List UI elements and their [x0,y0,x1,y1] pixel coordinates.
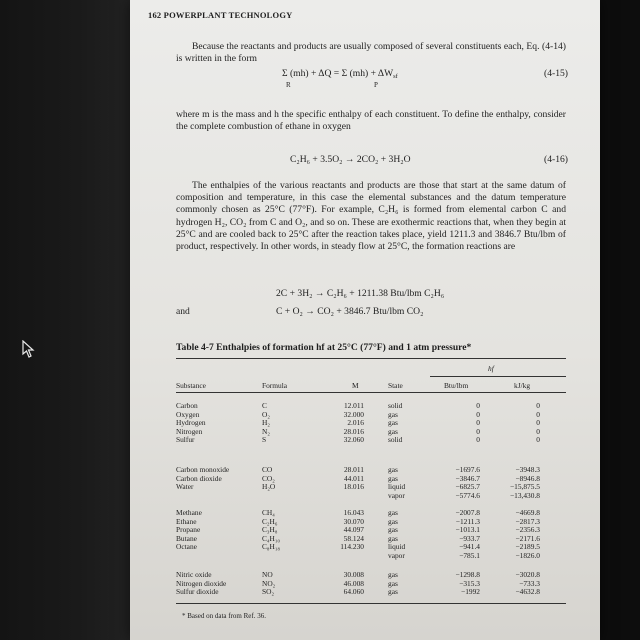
group3-m: 16.043 30.070 44.097 58.124 114.230 [340,508,364,552]
equation-4-15-text: Σ (mh) + ΔQ = Σ (mh) + ΔW [282,68,394,79]
reaction-co2: C + O₂ → CO₂ + 3846.7 Btu/lbm CO₂ [276,306,424,317]
group3-state: gas gas gas gas liquid vapor [388,508,406,560]
col-state: State [388,381,403,390]
equation-4-15-sub-w: sf [393,73,398,80]
equation-4-15-number: (4-15) [544,68,568,79]
col-btu: Btu/lbm [444,381,469,390]
paragraph-intro-text: Because the reactants and products are usually composed of several constituents each, Eq. (4-14) is written in the form [176,41,566,65]
group3-btu: −2007.8 −1211.3 −1013.1 −933.7 −941.4 −785.1 [455,508,480,560]
group3-substance: Methane Ethane Propane Butane Octane [176,508,202,552]
table-title: Table 4-7 Enthalpies of formation hf at 25°C (77°F) and 1 atm pressure* [176,342,472,353]
group4-substance: Nitric oxide Nitrogen dioxide Sulfur dioxide [176,570,227,597]
group2-btu: −1697.6 −3846.7 −6825.7 −5774.6 [455,465,480,500]
group4-m: 30.008 46.008 64.060 [343,570,364,597]
group3-formula: CH₄ C₂H₆ C₃H₈ C₄H₁₀ C₈H₁₈ [262,508,280,552]
book-page [130,0,600,640]
page-header: 162 POWERPLANT TECHNOLOGY [148,10,293,20]
group4-btu: −1298.8 −315.3 −1992 [455,570,480,597]
group4-state: gas gas gas [388,570,398,597]
group4-formula: NO NO₂ SO₂ [262,570,276,597]
table-bottom-rule [176,603,566,604]
hf-rule [430,376,566,377]
paragraph-formation [176,180,566,253]
header-rule [176,392,566,393]
reaction-ethane: 2C + 3H₂ → C₂H₆ + 1211.38 Btu/lbm C₂H₆ [276,288,445,299]
group2-state: gas gas liquid vapor [388,465,406,500]
table-top-rule [176,358,566,359]
group1-kj: 0 0 0 0 0 [536,401,540,445]
mouse-cursor-icon [22,340,36,358]
col-substance: Substance [176,381,206,390]
col-m: M [352,381,359,390]
equation-4-15 [282,68,398,79]
group1-m: 12.011 32.000 2.016 28.016 32.060 [343,401,364,445]
paragraph-intro [176,41,566,65]
table-footnote: * Based on data from Ref. 36. [182,612,266,620]
hf-label: hf [488,364,494,373]
group2-substance: Carbon monoxide Carbon dioxide Water [176,465,230,492]
equation-4-16: C₂H₆ + 3.5O₂ → 2CO₂ + 3H₂O [290,154,411,165]
and-label: and [176,306,190,317]
group4-kj: −3020.8 −733.3 −4632.8 [515,570,540,597]
equation-4-15-sub-r: R [286,81,291,89]
equation-4-15-sub-p: P [374,81,378,89]
paragraph-formation-text: The enthalpies of the various reactants and products are those that start at the same datum of composition and temperature, in this case the elemental substances and the datum temperature commonly chosen as 25°C (77°F). For example, C₂H₆ is formed from elemental carbon C and hydrogen H₂, CO₂ from C and O₂, and so on. These are exothermic reactions that, when they begin at 25°C and are cooled back to 25°C after the reaction takes place, yield 1211.3 and 3846.7 Btu/lbm of product, respectively. In other words, in steady flow at 25°C, the formation reactions are [176,180,566,253]
col-formula: Formula [262,381,288,390]
group3-kj: −4669.8 −2817.3 −2356.3 −2171.6 −2189.5 −1826.0 [515,508,540,560]
monitor-bezel [0,0,130,640]
group2-formula: CO CO₂ H₂O [262,465,276,492]
equation-4-16-number: (4-16) [544,154,568,165]
group2-m: 28.011 44.011 18.016 [343,465,364,492]
paragraph-enthalpy: where m is the mass and h the specific enthalpy of each constituent. To define the enthalpy, consider the complete combustion of ethane in oxygen [176,109,566,133]
col-kj: kJ/kg [514,381,531,390]
group1-state: solid gas gas gas solid [388,401,403,445]
group1-btu: 0 0 0 0 0 [476,401,480,445]
group2-kj: −3948.3 −8946.8 −15,875.5 −13,430.8 [509,465,540,500]
group1-formula: C O₂ H₂ N₂ S [262,401,270,445]
group1-substance: Carbon Oxygen Hydrogen Nitrogen Sulfur [176,401,206,445]
